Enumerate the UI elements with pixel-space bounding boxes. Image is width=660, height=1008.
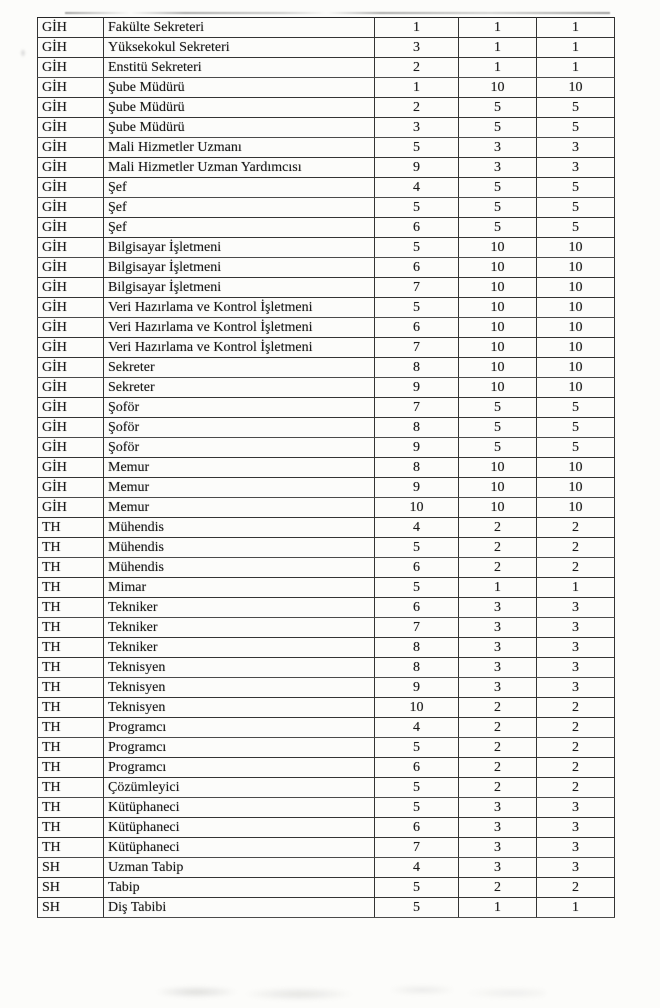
cell-count-a: 10 bbox=[459, 318, 537, 338]
table-row bbox=[38, 138, 615, 158]
cell-count-b: 2 bbox=[537, 718, 615, 738]
cell-class-code: TH bbox=[38, 778, 104, 798]
cell-count-b: 2 bbox=[537, 758, 615, 778]
cell-count-a: 2 bbox=[459, 758, 537, 778]
cell-grade: 5 bbox=[375, 538, 459, 558]
cell-class-code: TH bbox=[38, 798, 104, 818]
table-row bbox=[38, 718, 615, 738]
cell-count-b: 10 bbox=[537, 338, 615, 358]
table-row bbox=[38, 518, 615, 538]
cell-grade: 4 bbox=[375, 858, 459, 878]
cell-class-code: GİH bbox=[38, 198, 104, 218]
cell-count-a: 10 bbox=[459, 298, 537, 318]
cell-position-title: Kütüphaneci bbox=[104, 818, 375, 838]
cell-position-title: Memur bbox=[104, 478, 375, 498]
cell-count-a: 10 bbox=[459, 378, 537, 398]
table-row bbox=[38, 18, 615, 38]
cell-position-title: Şube Müdürü bbox=[104, 78, 375, 98]
cell-count-a: 3 bbox=[459, 838, 537, 858]
table-row bbox=[38, 618, 615, 638]
cell-class-code: TH bbox=[38, 818, 104, 838]
cell-count-b: 2 bbox=[537, 878, 615, 898]
table-row bbox=[38, 398, 615, 418]
cell-count-b: 5 bbox=[537, 118, 615, 138]
cell-grade: 10 bbox=[375, 698, 459, 718]
cell-grade: 5 bbox=[375, 238, 459, 258]
cell-count-a: 10 bbox=[459, 478, 537, 498]
cell-class-code: GİH bbox=[38, 258, 104, 278]
table-row bbox=[38, 598, 615, 618]
cell-position-title: Programcı bbox=[104, 758, 375, 778]
cell-class-code: GİH bbox=[38, 398, 104, 418]
table-row bbox=[38, 338, 615, 358]
cell-count-b: 10 bbox=[537, 298, 615, 318]
cell-count-a: 3 bbox=[459, 678, 537, 698]
cell-count-a: 10 bbox=[459, 358, 537, 378]
cell-position-title: Mühendis bbox=[104, 558, 375, 578]
cell-count-b: 10 bbox=[537, 478, 615, 498]
cell-count-a: 5 bbox=[459, 98, 537, 118]
cell-grade: 7 bbox=[375, 398, 459, 418]
cell-count-a: 1 bbox=[459, 578, 537, 598]
cell-count-a: 10 bbox=[459, 278, 537, 298]
cell-count-a: 5 bbox=[459, 418, 537, 438]
cell-position-title: Tabip bbox=[104, 878, 375, 898]
cell-position-title: Şef bbox=[104, 198, 375, 218]
cell-count-b: 2 bbox=[537, 778, 615, 798]
cell-position-title: Teknisyen bbox=[104, 658, 375, 678]
table-row bbox=[38, 318, 615, 338]
cell-count-b: 5 bbox=[537, 178, 615, 198]
cell-count-b: 3 bbox=[537, 678, 615, 698]
staff-positions-table bbox=[37, 17, 615, 918]
table-row bbox=[38, 218, 615, 238]
cell-count-a: 5 bbox=[459, 218, 537, 238]
cell-count-b: 3 bbox=[537, 618, 615, 638]
cell-class-code: GİH bbox=[38, 478, 104, 498]
cell-grade: 9 bbox=[375, 678, 459, 698]
cell-count-b: 10 bbox=[537, 458, 615, 478]
cell-count-a: 1 bbox=[459, 58, 537, 78]
cell-position-title: Tekniker bbox=[104, 598, 375, 618]
cell-count-a: 2 bbox=[459, 718, 537, 738]
cell-count-a: 5 bbox=[459, 178, 537, 198]
cell-count-b: 2 bbox=[537, 738, 615, 758]
cell-count-b: 5 bbox=[537, 438, 615, 458]
table-row bbox=[38, 838, 615, 858]
cell-class-code: GİH bbox=[38, 498, 104, 518]
table-row bbox=[38, 38, 615, 58]
cell-class-code: GİH bbox=[38, 378, 104, 398]
cell-class-code: TH bbox=[38, 518, 104, 538]
table-row bbox=[38, 358, 615, 378]
cell-class-code: TH bbox=[38, 638, 104, 658]
table-row bbox=[38, 698, 615, 718]
table-row bbox=[38, 258, 615, 278]
cell-grade: 5 bbox=[375, 198, 459, 218]
cell-count-b: 5 bbox=[537, 398, 615, 418]
cell-position-title: Memur bbox=[104, 498, 375, 518]
cell-grade: 2 bbox=[375, 98, 459, 118]
cell-class-code: GİH bbox=[38, 118, 104, 138]
cell-count-b: 1 bbox=[537, 578, 615, 598]
cell-class-code: TH bbox=[38, 618, 104, 638]
cell-class-code: GİH bbox=[38, 58, 104, 78]
cell-class-code: SH bbox=[38, 878, 104, 898]
cell-class-code: TH bbox=[38, 838, 104, 858]
table-row bbox=[38, 158, 615, 178]
cell-position-title: Mali Hizmetler Uzman Yardımcısı bbox=[104, 158, 375, 178]
cell-count-b: 10 bbox=[537, 78, 615, 98]
cell-position-title: Diş Tabibi bbox=[104, 898, 375, 918]
cell-class-code: TH bbox=[38, 758, 104, 778]
table-row bbox=[38, 678, 615, 698]
cell-position-title: Sekreter bbox=[104, 378, 375, 398]
cell-count-b: 5 bbox=[537, 418, 615, 438]
cell-grade: 7 bbox=[375, 838, 459, 858]
table-row bbox=[38, 638, 615, 658]
cell-grade: 6 bbox=[375, 818, 459, 838]
cell-grade: 4 bbox=[375, 718, 459, 738]
cell-grade: 1 bbox=[375, 18, 459, 38]
cell-position-title: Programcı bbox=[104, 738, 375, 758]
cell-grade: 2 bbox=[375, 58, 459, 78]
cell-position-title: Çözümleyici bbox=[104, 778, 375, 798]
cell-count-a: 3 bbox=[459, 138, 537, 158]
table-row bbox=[38, 898, 615, 918]
cell-count-a: 2 bbox=[459, 738, 537, 758]
cell-class-code: GİH bbox=[38, 238, 104, 258]
table-row bbox=[38, 778, 615, 798]
cell-count-b: 3 bbox=[537, 838, 615, 858]
cell-grade: 5 bbox=[375, 578, 459, 598]
cell-count-a: 3 bbox=[459, 658, 537, 678]
cell-position-title: Teknisyen bbox=[104, 678, 375, 698]
cell-count-a: 2 bbox=[459, 518, 537, 538]
cell-count-b: 10 bbox=[537, 358, 615, 378]
cell-count-a: 3 bbox=[459, 858, 537, 878]
cell-count-a: 3 bbox=[459, 158, 537, 178]
cell-class-code: GİH bbox=[38, 18, 104, 38]
cell-count-b: 3 bbox=[537, 818, 615, 838]
cell-grade: 5 bbox=[375, 298, 459, 318]
cell-count-a: 5 bbox=[459, 398, 537, 418]
cell-position-title: Kütüphaneci bbox=[104, 838, 375, 858]
table-row bbox=[38, 438, 615, 458]
cell-position-title: Tekniker bbox=[104, 618, 375, 638]
cell-class-code: GİH bbox=[38, 38, 104, 58]
cell-count-a: 2 bbox=[459, 558, 537, 578]
cell-count-b: 1 bbox=[537, 38, 615, 58]
cell-count-b: 3 bbox=[537, 658, 615, 678]
cell-class-code: GİH bbox=[38, 178, 104, 198]
table-row bbox=[38, 758, 615, 778]
cell-grade: 8 bbox=[375, 658, 459, 678]
table-row bbox=[38, 238, 615, 258]
cell-count-a: 2 bbox=[459, 878, 537, 898]
cell-grade: 6 bbox=[375, 598, 459, 618]
cell-grade: 8 bbox=[375, 418, 459, 438]
cell-class-code: GİH bbox=[38, 78, 104, 98]
cell-class-code: TH bbox=[38, 718, 104, 738]
cell-class-code: GİH bbox=[38, 358, 104, 378]
cell-count-a: 10 bbox=[459, 238, 537, 258]
cell-class-code: GİH bbox=[38, 418, 104, 438]
cell-count-a: 3 bbox=[459, 818, 537, 838]
cell-count-a: 3 bbox=[459, 638, 537, 658]
cell-grade: 7 bbox=[375, 618, 459, 638]
table-row bbox=[38, 798, 615, 818]
cell-position-title: Şoför bbox=[104, 398, 375, 418]
cell-count-b: 3 bbox=[537, 858, 615, 878]
cell-position-title: Mühendis bbox=[104, 518, 375, 538]
cell-position-title: Şef bbox=[104, 218, 375, 238]
cell-grade: 5 bbox=[375, 898, 459, 918]
cell-position-title: Mühendis bbox=[104, 538, 375, 558]
table-row bbox=[38, 878, 615, 898]
cell-grade: 6 bbox=[375, 318, 459, 338]
cell-count-b: 3 bbox=[537, 158, 615, 178]
cell-position-title: Bilgisayar İşletmeni bbox=[104, 258, 375, 278]
cell-grade: 9 bbox=[375, 478, 459, 498]
cell-position-title: Programcı bbox=[104, 718, 375, 738]
cell-count-a: 2 bbox=[459, 698, 537, 718]
cell-count-b: 5 bbox=[537, 98, 615, 118]
table-row bbox=[38, 478, 615, 498]
cell-position-title: Bilgisayar İşletmeni bbox=[104, 238, 375, 258]
cell-position-title: Şube Müdürü bbox=[104, 98, 375, 118]
cell-grade: 8 bbox=[375, 358, 459, 378]
cell-position-title: Mali Hizmetler Uzmanı bbox=[104, 138, 375, 158]
cell-position-title: Veri Hazırlama ve Kontrol İşletmeni bbox=[104, 318, 375, 338]
cell-grade: 9 bbox=[375, 378, 459, 398]
cell-position-title: Şef bbox=[104, 178, 375, 198]
cell-count-b: 10 bbox=[537, 278, 615, 298]
scan-artifact-speck bbox=[18, 46, 28, 60]
cell-class-code: GİH bbox=[38, 138, 104, 158]
cell-class-code: GİH bbox=[38, 438, 104, 458]
cell-count-b: 2 bbox=[537, 558, 615, 578]
cell-position-title: Şube Müdürü bbox=[104, 118, 375, 138]
cell-grade: 7 bbox=[375, 278, 459, 298]
cell-count-a: 3 bbox=[459, 618, 537, 638]
cell-position-title: Enstitü Sekreteri bbox=[104, 58, 375, 78]
cell-position-title: Yüksekokul Sekreteri bbox=[104, 38, 375, 58]
cell-count-a: 10 bbox=[459, 258, 537, 278]
cell-class-code: GİH bbox=[38, 98, 104, 118]
cell-grade: 9 bbox=[375, 438, 459, 458]
cell-grade: 5 bbox=[375, 798, 459, 818]
cell-count-b: 3 bbox=[537, 798, 615, 818]
cell-class-code: GİH bbox=[38, 298, 104, 318]
cell-count-a: 1 bbox=[459, 38, 537, 58]
cell-grade: 8 bbox=[375, 638, 459, 658]
cell-grade: 9 bbox=[375, 158, 459, 178]
cell-count-a: 3 bbox=[459, 798, 537, 818]
cell-position-title: Sekreter bbox=[104, 358, 375, 378]
cell-grade: 4 bbox=[375, 178, 459, 198]
table-row bbox=[38, 98, 615, 118]
cell-count-a: 10 bbox=[459, 78, 537, 98]
table-row bbox=[38, 118, 615, 138]
table-row bbox=[38, 538, 615, 558]
cell-class-code: TH bbox=[38, 558, 104, 578]
cell-count-a: 3 bbox=[459, 598, 537, 618]
cell-class-code: GİH bbox=[38, 278, 104, 298]
cell-count-b: 5 bbox=[537, 198, 615, 218]
cell-class-code: GİH bbox=[38, 338, 104, 358]
cell-class-code: GİH bbox=[38, 158, 104, 178]
cell-count-a: 2 bbox=[459, 778, 537, 798]
table-row bbox=[38, 558, 615, 578]
cell-position-title: Uzman Tabip bbox=[104, 858, 375, 878]
scan-artifact-top-line bbox=[65, 12, 610, 14]
cell-count-b: 5 bbox=[537, 218, 615, 238]
cell-position-title: Kütüphaneci bbox=[104, 798, 375, 818]
cell-grade: 4 bbox=[375, 518, 459, 538]
cell-class-code: SH bbox=[38, 858, 104, 878]
cell-count-b: 3 bbox=[537, 638, 615, 658]
cell-position-title: Veri Hazırlama ve Kontrol İşletmeni bbox=[104, 298, 375, 318]
table-row bbox=[38, 658, 615, 678]
cell-position-title: Mimar bbox=[104, 578, 375, 598]
cell-count-b: 2 bbox=[537, 538, 615, 558]
cell-count-b: 3 bbox=[537, 138, 615, 158]
table-row bbox=[38, 298, 615, 318]
cell-class-code: TH bbox=[38, 698, 104, 718]
cell-count-b: 1 bbox=[537, 18, 615, 38]
cell-grade: 1 bbox=[375, 78, 459, 98]
cell-count-b: 1 bbox=[537, 898, 615, 918]
cell-count-b: 10 bbox=[537, 238, 615, 258]
cell-count-a: 10 bbox=[459, 498, 537, 518]
cell-position-title: Memur bbox=[104, 458, 375, 478]
cell-class-code: GİH bbox=[38, 458, 104, 478]
cell-count-b: 2 bbox=[537, 698, 615, 718]
cell-count-b: 3 bbox=[537, 598, 615, 618]
cell-grade: 6 bbox=[375, 218, 459, 238]
cell-class-code: TH bbox=[38, 678, 104, 698]
cell-count-b: 10 bbox=[537, 498, 615, 518]
cell-count-b: 10 bbox=[537, 258, 615, 278]
cell-count-a: 1 bbox=[459, 898, 537, 918]
cell-count-a: 5 bbox=[459, 438, 537, 458]
cell-grade: 5 bbox=[375, 138, 459, 158]
cell-count-a: 1 bbox=[459, 18, 537, 38]
cell-count-a: 5 bbox=[459, 118, 537, 138]
table-row bbox=[38, 178, 615, 198]
table-row bbox=[38, 58, 615, 78]
table-row bbox=[38, 818, 615, 838]
table-row bbox=[38, 278, 615, 298]
table-row bbox=[38, 78, 615, 98]
table-row bbox=[38, 738, 615, 758]
cell-count-a: 10 bbox=[459, 338, 537, 358]
cell-position-title: Şoför bbox=[104, 438, 375, 458]
cell-count-b: 2 bbox=[537, 518, 615, 538]
cell-grade: 6 bbox=[375, 558, 459, 578]
cell-position-title: Veri Hazırlama ve Kontrol İşletmeni bbox=[104, 338, 375, 358]
table-row bbox=[38, 418, 615, 438]
cell-grade: 5 bbox=[375, 878, 459, 898]
table-row bbox=[38, 198, 615, 218]
cell-class-code: SH bbox=[38, 898, 104, 918]
table-row bbox=[38, 578, 615, 598]
cell-class-code: TH bbox=[38, 738, 104, 758]
cell-grade: 5 bbox=[375, 778, 459, 798]
table-row bbox=[38, 498, 615, 518]
cell-count-a: 2 bbox=[459, 538, 537, 558]
cell-grade: 6 bbox=[375, 258, 459, 278]
cell-position-title: Şoför bbox=[104, 418, 375, 438]
cell-count-a: 10 bbox=[459, 458, 537, 478]
cell-position-title: Fakülte Sekreteri bbox=[104, 18, 375, 38]
scan-artifact-bottom bbox=[135, 982, 545, 1002]
cell-class-code: GİH bbox=[38, 318, 104, 338]
cell-class-code: TH bbox=[38, 538, 104, 558]
cell-position-title: Teknisyen bbox=[104, 698, 375, 718]
cell-class-code: TH bbox=[38, 658, 104, 678]
cell-position-title: Tekniker bbox=[104, 638, 375, 658]
table-row bbox=[38, 378, 615, 398]
cell-position-title: Bilgisayar İşletmeni bbox=[104, 278, 375, 298]
cell-grade: 3 bbox=[375, 38, 459, 58]
table-row bbox=[38, 458, 615, 478]
cell-grade: 6 bbox=[375, 758, 459, 778]
cell-grade: 10 bbox=[375, 498, 459, 518]
cell-grade: 7 bbox=[375, 338, 459, 358]
cell-count-b: 10 bbox=[537, 378, 615, 398]
cell-class-code: GİH bbox=[38, 218, 104, 238]
table-row bbox=[38, 858, 615, 878]
cell-class-code: TH bbox=[38, 578, 104, 598]
cell-count-b: 10 bbox=[537, 318, 615, 338]
cell-count-b: 1 bbox=[537, 58, 615, 78]
cell-count-a: 5 bbox=[459, 198, 537, 218]
cell-grade: 8 bbox=[375, 458, 459, 478]
cell-grade: 5 bbox=[375, 738, 459, 758]
cell-grade: 3 bbox=[375, 118, 459, 138]
cell-class-code: TH bbox=[38, 598, 104, 618]
